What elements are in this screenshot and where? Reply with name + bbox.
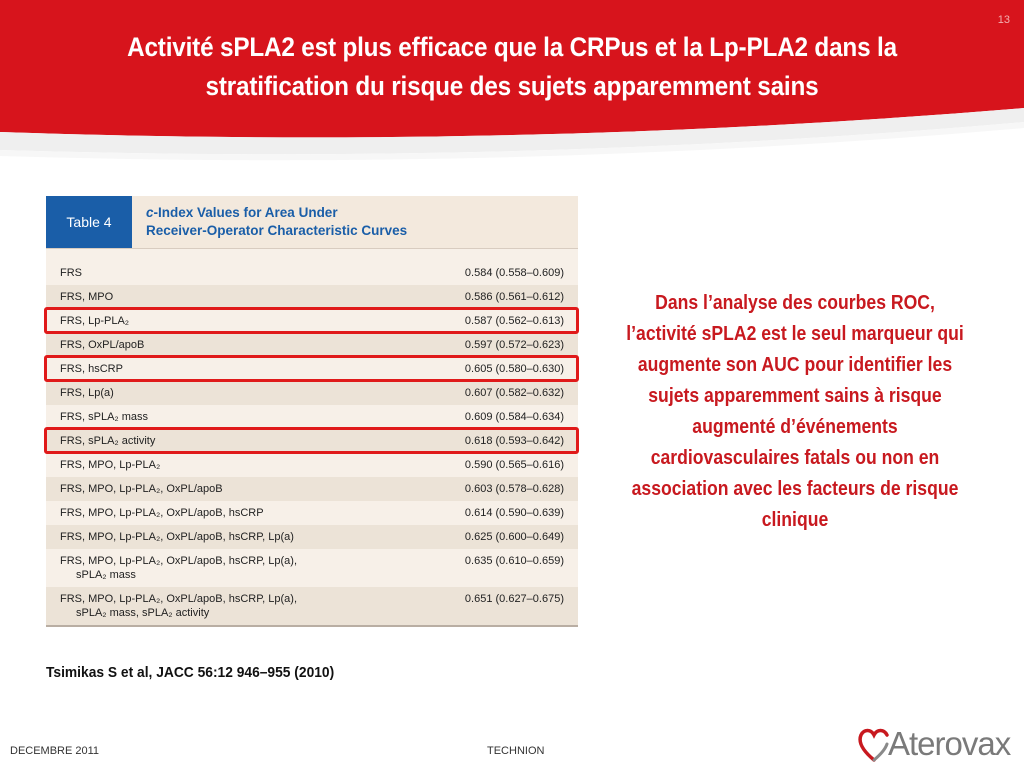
row-value: 0.609 (0.584–0.634): [464, 411, 564, 423]
table-caption: [132, 196, 407, 248]
row-value: 0.607 (0.582–0.632): [464, 387, 564, 399]
slide-number: 13: [997, 14, 1010, 26]
row-label: [60, 530, 465, 544]
table-spacer: [46, 249, 578, 261]
table-row: [46, 285, 578, 309]
table-caption-line-2: Receiver-Operator Characteristic Curves: [146, 223, 408, 238]
row-label-continuation: sPLA₂ mass: [76, 569, 136, 581]
row-label-text: FRS, MPO, Lp-PLA₂: [60, 459, 161, 471]
row-label-text: FRS: [60, 267, 82, 279]
row-label-text: FRS, MPO: [60, 291, 114, 303]
row-value: 0.586 (0.561–0.612): [464, 291, 564, 303]
row-label-text: FRS, sPLA₂ activity: [60, 435, 156, 447]
table-row: [46, 381, 578, 405]
conclusion-text: Dans l’analyse des courbes ROC, l’activité sPLA2 est le seul marqueur qui augmente son AUC pour identifier les sujets apparemment sains à risque augmenté d’événements cardiovasculaires fatals ou non en association avec les facteurs de risque clinique: [626, 292, 964, 531]
c-index-table: [46, 196, 578, 627]
aterovax-logo: [856, 722, 1024, 766]
title-banner: [0, 0, 1024, 170]
table-caption-line-1: [146, 204, 407, 222]
row-value: 0.635 (0.610–0.659): [464, 555, 564, 567]
row-label: [60, 482, 465, 496]
highlight-lp-pla2-row: [44, 307, 579, 334]
citation: Tsimikas S et al, JACC 56:12 946–955 (2010): [46, 664, 335, 681]
row-value: 0.587 (0.562–0.613): [464, 315, 564, 327]
table-row: [46, 405, 578, 429]
heart-logo-icon: [856, 724, 892, 764]
row-value: 0.614 (0.590–0.639): [464, 507, 564, 519]
footer-institution: TECHNION: [487, 745, 545, 757]
slide-title-line-2: stratification du risque des sujets apparemment sains: [205, 71, 819, 101]
caption-line-1-text: -Index Values for Area Under: [153, 205, 338, 220]
row-label-text: FRS, OxPL/apoB: [60, 339, 145, 351]
slide-title-line-1: Activité sPLA2 est plus efficace que la CRPus et la Lp-PLA2 dans la: [127, 32, 897, 62]
table-row: [46, 477, 578, 501]
row-value: 0.625 (0.600–0.649): [464, 531, 564, 543]
table-row: [46, 549, 578, 587]
row-label-text: FRS, MPO, Lp-PLA₂, OxPL/apoB, hsCRP, Lp(a),: [60, 555, 297, 567]
row-label-text: FRS, MPO, Lp-PLA₂, OxPL/apoB, hsCRP: [60, 507, 264, 519]
row-label-text: FRS, Lp-PLA₂: [60, 315, 130, 327]
row-label-text: FRS, MPO, Lp-PLA₂, OxPL/apoB: [60, 483, 223, 495]
row-value: 0.597 (0.572–0.623): [464, 339, 564, 351]
row-label: [60, 592, 465, 620]
row-label-continuation: sPLA₂ mass, sPLA₂ activity: [76, 607, 210, 619]
row-label-text: FRS, sPLA₂ mass: [60, 411, 149, 423]
row-label: [60, 338, 465, 352]
table-row: [46, 587, 578, 625]
table-row: [46, 525, 578, 549]
row-label-text: FRS, hsCRP: [60, 363, 123, 375]
table-row: [46, 333, 578, 357]
table-row: [46, 453, 578, 477]
row-label-text: FRS, MPO, Lp-PLA₂, OxPL/apoB, hsCRP, Lp(a): [60, 531, 294, 543]
row-label-text: FRS, MPO, Lp-PLA₂, OxPL/apoB, hsCRP, Lp(a),: [60, 593, 297, 605]
footer-date: DECEMBRE 2011: [10, 745, 100, 757]
caption-c-italic: c: [146, 205, 154, 220]
row-value: 0.603 (0.578–0.628): [464, 483, 564, 495]
row-label: [60, 506, 465, 520]
row-label: [60, 458, 465, 472]
slide-title: [78, 28, 946, 106]
logo-text: Aterovax: [888, 725, 1011, 762]
row-value: 0.651 (0.627–0.675): [464, 593, 564, 605]
row-label: [60, 290, 465, 304]
highlight-hscrp-row: [44, 355, 579, 382]
row-value: 0.618 (0.593–0.642): [464, 435, 564, 447]
table-row: [46, 261, 578, 285]
row-label-text: FRS, Lp(a): [60, 387, 114, 399]
row-label: [60, 410, 465, 424]
table-tag: Table 4: [46, 196, 132, 248]
row-label: [60, 554, 465, 582]
table-header: [46, 196, 578, 249]
table-row: [46, 501, 578, 525]
row-label: [60, 386, 465, 400]
row-value: 0.605 (0.580–0.630): [464, 363, 564, 375]
highlight-spla2-activity-row: [44, 427, 579, 454]
table-bottom-rule: [46, 625, 578, 627]
row-label: [60, 266, 465, 280]
row-value: 0.590 (0.565–0.616): [464, 459, 564, 471]
row-value: 0.584 (0.558–0.609): [464, 267, 564, 279]
